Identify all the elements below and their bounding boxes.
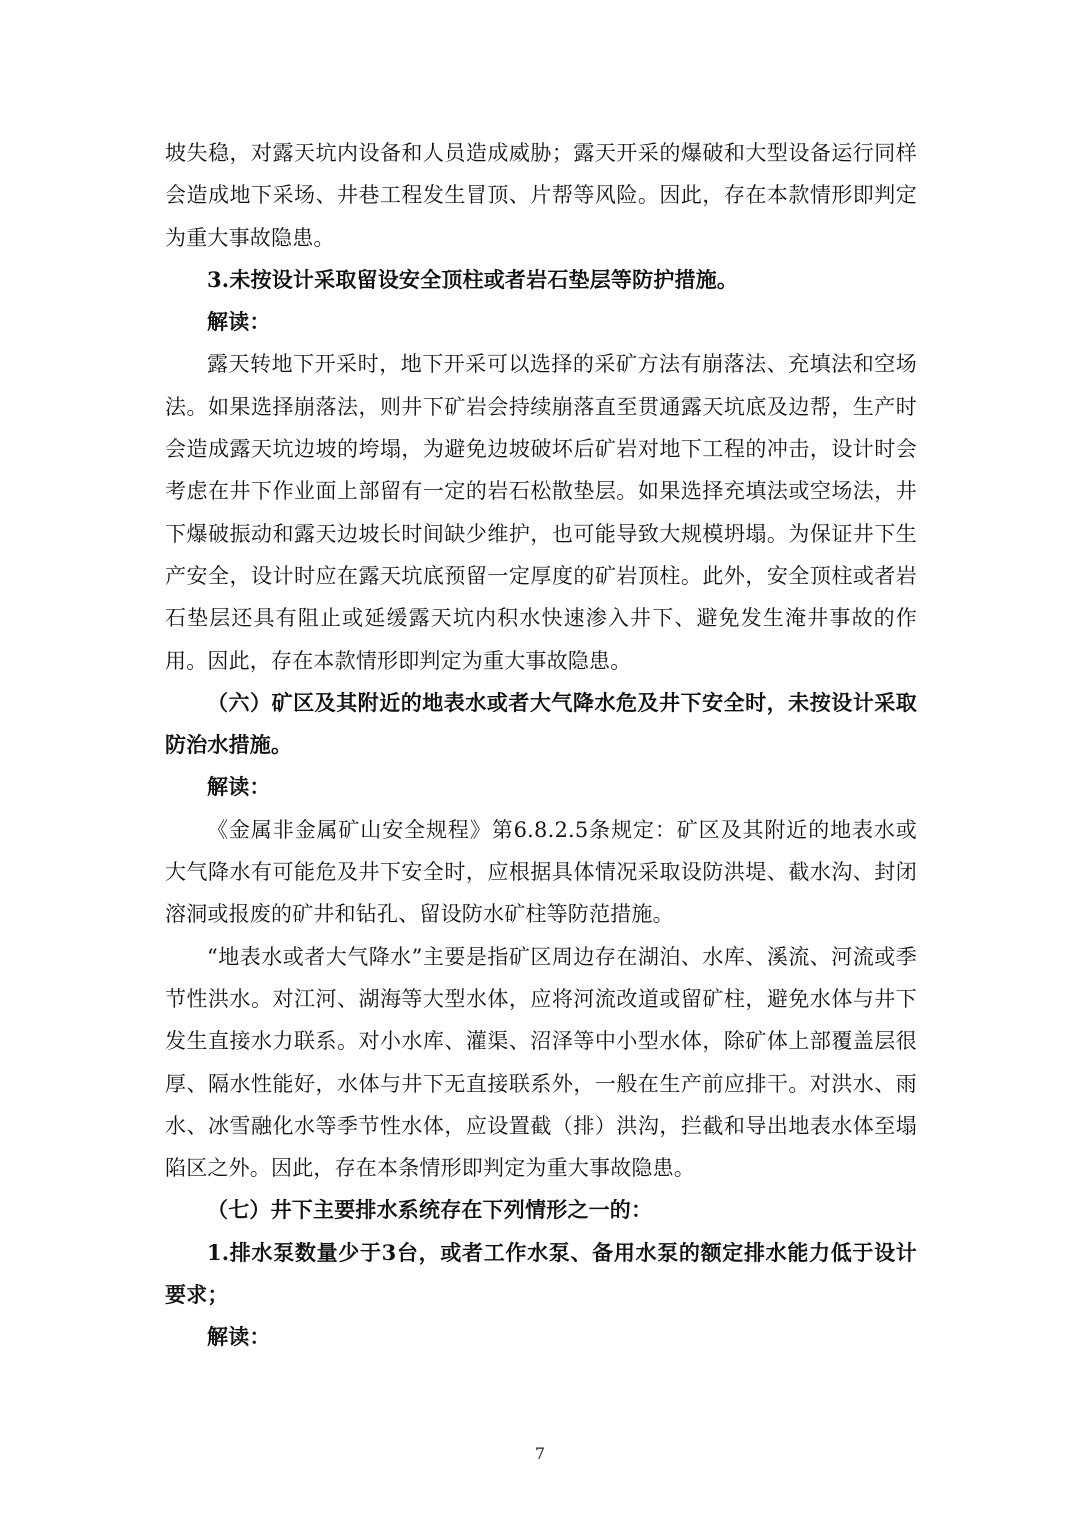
interpretation-label: 解读： <box>207 309 271 335</box>
clause-heading-1: 1.排水泵数量少于3台，或者工作水泵、备用水泵的额定排水能力低于设计要求； <box>165 1239 917 1308</box>
paragraph-safety-regulation: 《金属非金属矿山安全规程》第6.8.2.5条规定：矿区及其附近的地表水或大气降水有可能危及井下安全时，应根据具体情况采取设防洪堤、截水沟、封闭溶洞或报废的矿井和钻孔、留设防水矿柱等防范措施。 <box>165 817 917 927</box>
section-heading-7: （七）井下主要排水系统存在下列情形之一的： <box>207 1197 653 1223</box>
section-heading-6: （六）矿区及其附近的地表水或者大气降水危及井下安全时，未按设计采取防治水措施。 <box>165 689 917 758</box>
interpretation-label: 解读： <box>207 774 271 800</box>
page-number: 7 <box>534 1444 546 1463</box>
paragraph-slope-risk: 坡失稳，对露天坑内设备和人员造成威胁；露天开采的爆破和大型设备运行同样会造成地下采场、井巷工程发生冒顶、片帮等风险。因此，存在本款情形即判定为重大事故隐患。 <box>165 141 917 250</box>
paragraph-surface-water: “地表水或者大气降水”主要是指矿区周边存在湖泊、水库、溪流、河流或季节性洪水。对江河、湖海等大型水体，应将河流改道或留矿柱，避免水体与井下发生直接水力联系。对小水库、灌渠、沼泽等中小型水体，除矿体上部覆盖层很厚、隔水性能好，水体与井下无直接联系外，一般在生产前应排干。对洪水、雨水、冰雪融化水等季节性水体，应设置截（排）洪沟，拦截和导出地表水体至塌陷区之外。因此，存在本条情形即判定为重大事故隐患。 <box>165 944 917 1181</box>
paragraph-open-pit-transition: 露天转地下开采时，地下开采可以选择的采矿方法有崩落法、充填法和空场法。如果选择崩落法，则井下矿岩会持续崩落直至贯通露天坑底及边帮，生产时会造成露天坑边坡的垮塌，为避免边坡破坏后矿岩对地下工程的冲击，设计时会考虑在井下作业面上部留有一定的岩石松散垫层。如果选择充填法或空场法，井下爆破振动和露天边坡长时间缺少维护，也可能导致大规模坍塌。为保证井下生产安全，设计时应在露天坑底预留一定厚度的矿岩顶柱。此外，安全顶柱或者岩石垫层还具有阻止或延缓露天坑内积水快速渗入井下、避免发生淹井事故的作用。因此，存在本款情形即判定为重大事故隐患。 <box>165 352 917 673</box>
interpretation-label: 解读： <box>207 1324 271 1350</box>
document-page <box>165 132 917 1359</box>
clause-heading-3: 3.未按设计采取留设安全顶柱或者岩石垫层等防护措施。 <box>207 266 739 292</box>
